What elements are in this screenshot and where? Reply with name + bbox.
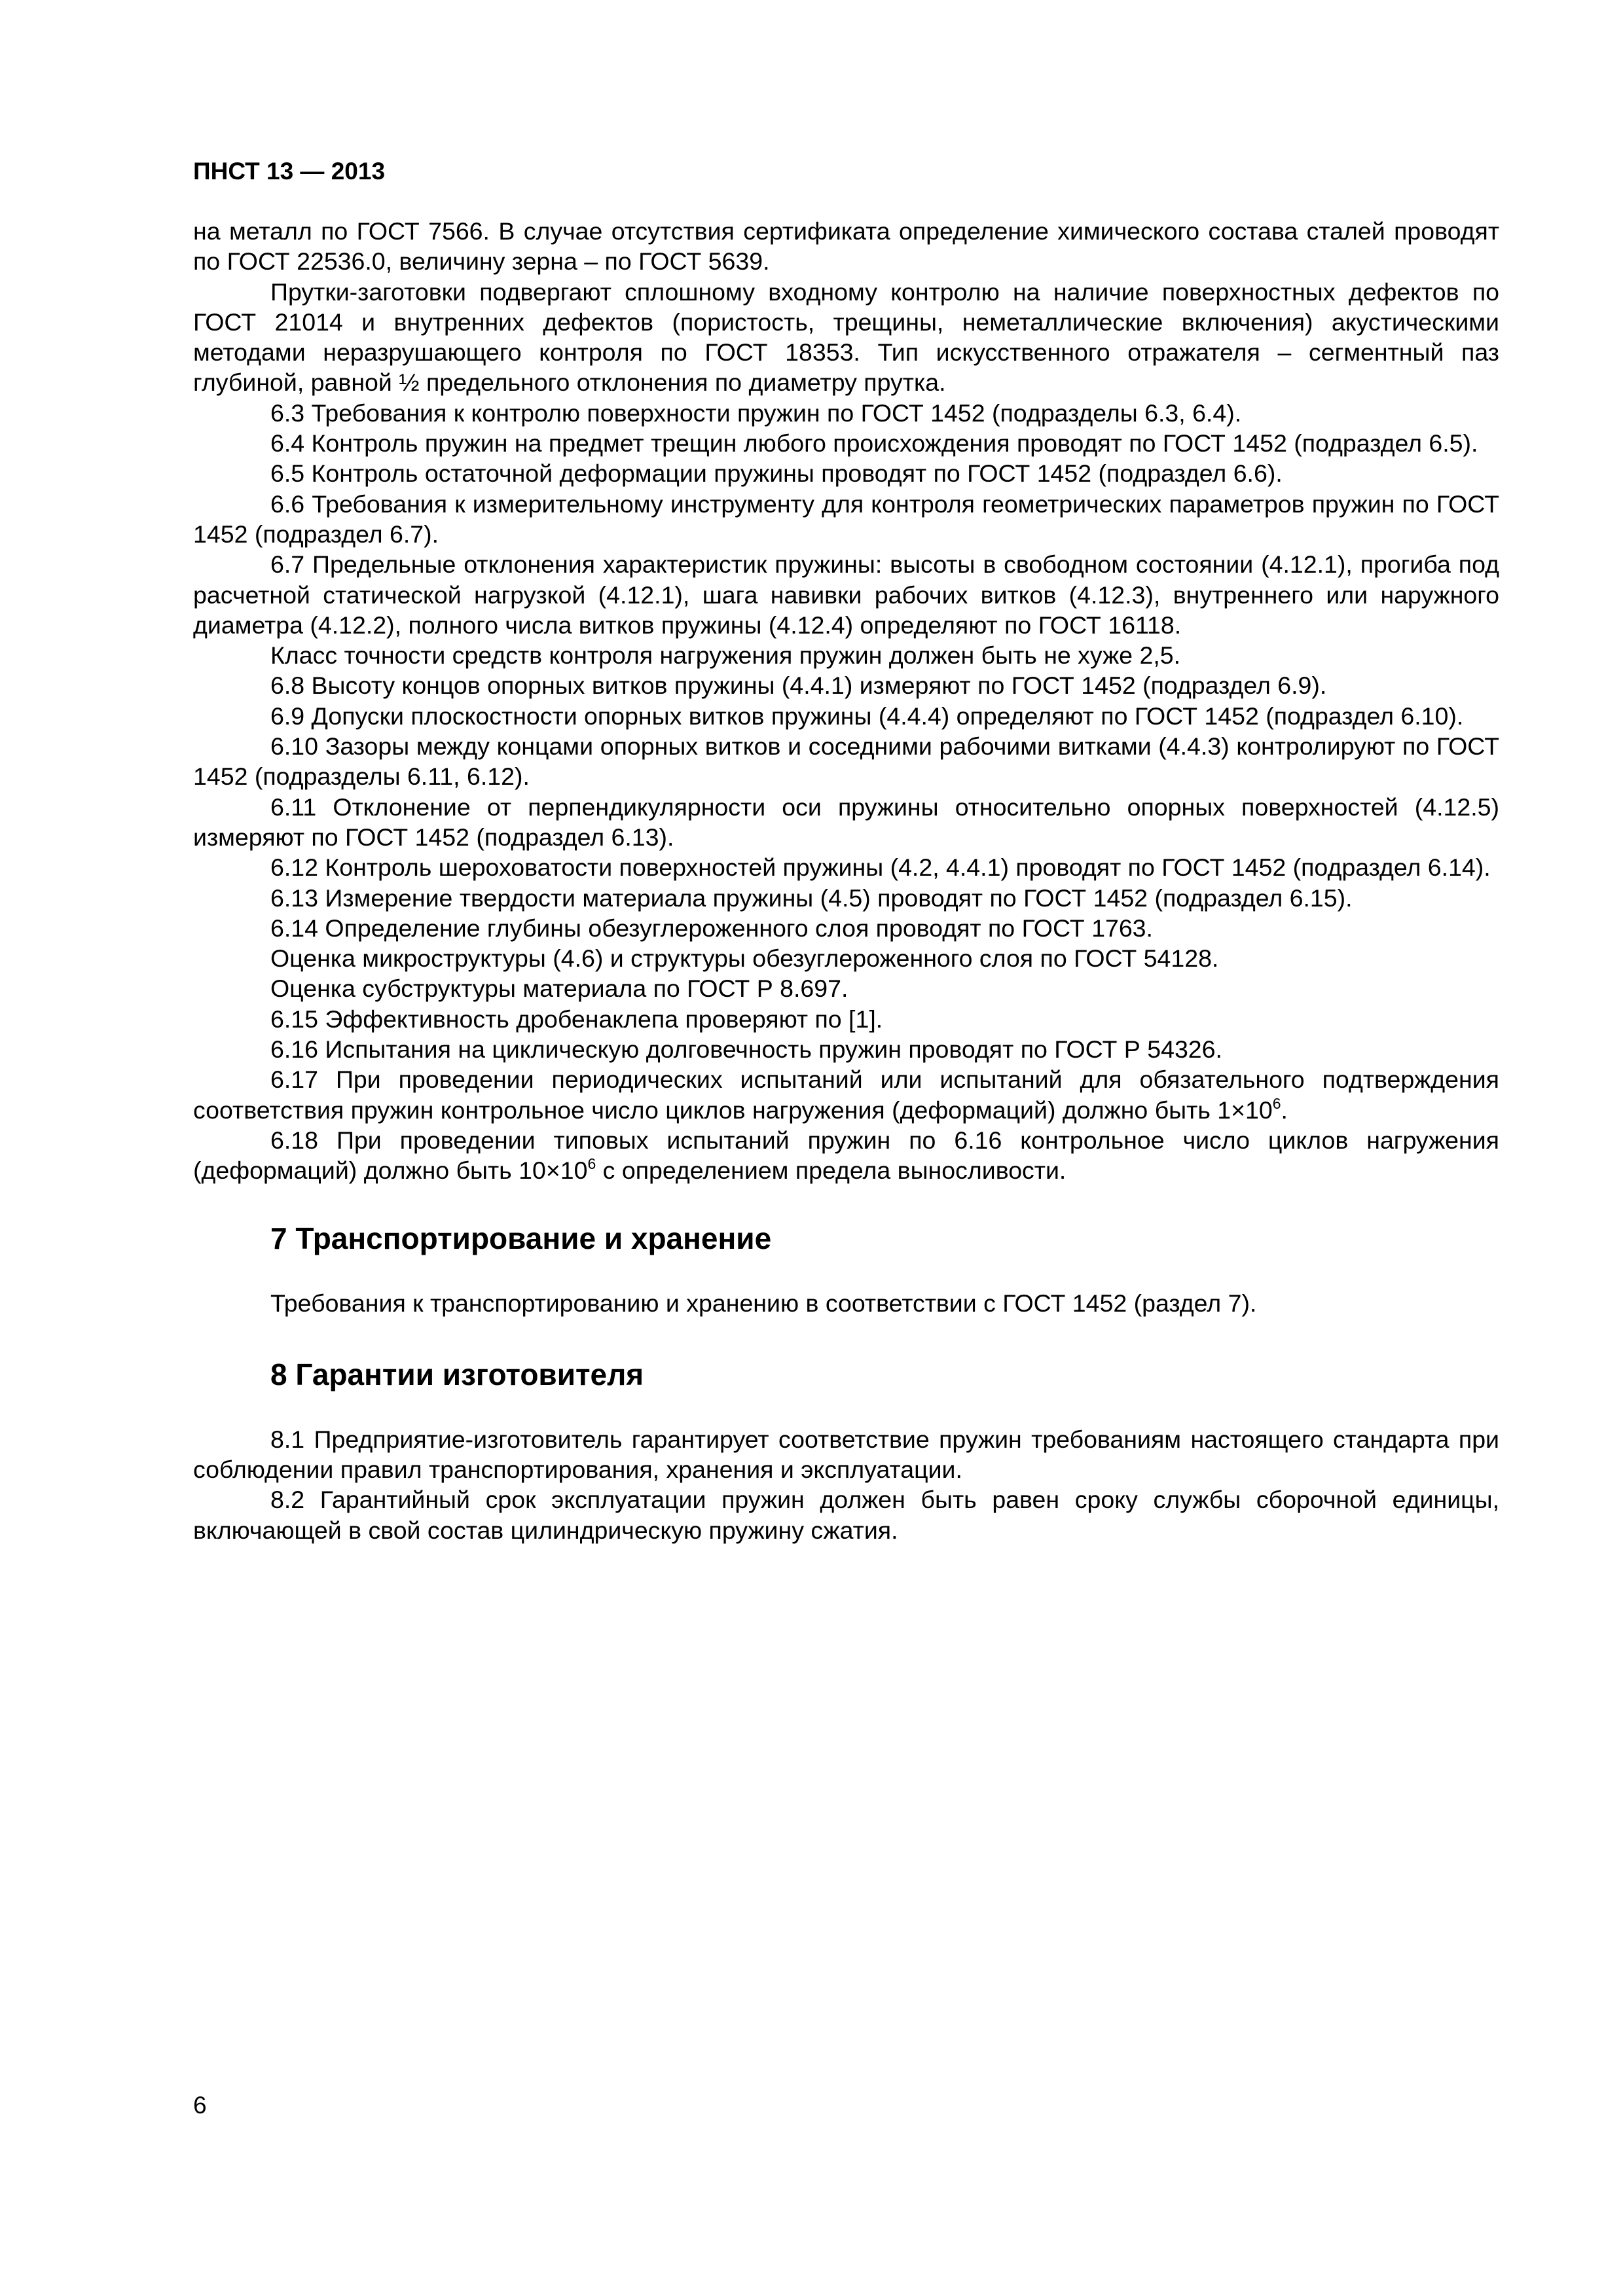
paragraph-6-18-exponent: 6 [587, 1155, 596, 1173]
paragraph-6-9: 6.9 Допуски плоскостности опорных витков пружины (4.4.4) определяют по ГОСТ 1452 (подраздел 6.10). [270, 702, 1464, 730]
paragraph-6-17 [193, 1064, 1499, 1125]
paragraph-6-11: 6.11 Отклонение от перпендикулярности оси пружины относительно опорных поверхностей (4.12.5) измеряют по ГОСТ 1452 (подраздел 6.13). [193, 793, 1499, 851]
paragraph-6-17-end: . [1281, 1096, 1288, 1124]
paragraph-6-15: 6.15 Эффективность дробенаклепа проверяют по [1]. [270, 1005, 883, 1033]
paragraph-6-6: 6.6 Требования к измерительному инструменту для контроля геометрических параметров пружин по ГОСТ 1452 (подраздел 6.7). [193, 490, 1499, 548]
paragraph-6-4: 6.4 Контроль пружин на предмет трещин любого происхождения проводят по ГОСТ 1452 (подраздел 6.5). [270, 429, 1478, 457]
paragraph-6-10: 6.10 Зазоры между концами опорных витков и соседними рабочими витками (4.4.3) контролируют по ГОСТ 1452 (подразделы 6.11, 6.12). [193, 732, 1499, 791]
document-id-header: ПНСТ 13 — 2013 [193, 158, 386, 185]
paragraph-6-5: 6.5 Контроль остаточной деформации пружины проводят по ГОСТ 1452 (подраздел 6.6). [270, 459, 1283, 488]
paragraph-continuation: на металл по ГОСТ 7566. В случае отсутствия сертификата определение химического состава сталей проводят по ГОСТ 22536.0, величину зерна – по ГОСТ 5639. [193, 217, 1499, 276]
section-7-text: Требования к транспортированию и хранению в соответствии с ГОСТ 1452 (раздел 7). [270, 1289, 1257, 1317]
paragraph-6-17-text: 6.17 При проведении периодических испытаний или испытаний для обязательного подтверждения соответствия пружин контрольное число циклов нагружения (деформаций) должно быть 1×10 [193, 1066, 1499, 1124]
paragraph-6-14-microstructure: Оценка микроструктуры (4.6) и структуры обезуглероженного слоя по ГОСТ 54128. [270, 944, 1219, 973]
paragraph-6-12: 6.12 Контроль шероховатости поверхностей пружины (4.2, 4.4.1) проводят по ГОСТ 1452 (подраздел 6.14). [270, 853, 1491, 882]
paragraph-6-13: 6.13 Измерение твердости материала пружины (4.5) проводят по ГОСТ 1452 (подраздел 6.15). [270, 884, 1353, 912]
paragraph-8-2: 8.2 Гарантийный срок эксплуатации пружин должен быть равен сроку службы сборочной единицы, включающей в свой состав цилиндрическую пружину сжатия. [193, 1486, 1499, 1544]
paragraph-bar-stock: Прутки-заготовки подвергают сплошному входному контролю на наличие поверхностных дефектов по ГОСТ 21014 и внутренних дефектов (пористость, трещины, неметаллические включения) акустическими методами неразрушающего контроля по ГОСТ 18353. Тип искусственного отражателя – сегментный паз глубиной, равной ½ предельного отклонения по диаметру прутка. [193, 278, 1499, 397]
section-7-heading: 7 Транспортирование и хранение [270, 1221, 772, 1255]
page-number: 6 [193, 2092, 207, 2119]
section-8-heading: 8 Гарантии изготовителя [270, 1357, 644, 1391]
paragraph-6-18-end: с определением предела выносливости. [596, 1157, 1067, 1185]
paragraph-8-1: 8.1 Предприятие-изготовитель гарантирует соответствие пружин требованиям настоящего стандарта при соблюдении правил транспортирования, хранения и эксплуатации. [193, 1425, 1499, 1484]
paragraph-6-14: 6.14 Определение глубины обезуглероженного слоя проводят по ГОСТ 1763. [270, 914, 1153, 942]
document-body [193, 216, 1499, 1545]
paragraph-6-18 [193, 1125, 1499, 1186]
paragraph-6-17-exponent: 6 [1272, 1094, 1281, 1112]
paragraph-6-7: 6.7 Предельные отклонения характеристик пружины: высоты в свободном состоянии (4.12.1), прогиба под расчетной статической нагрузкой (4.12.1), шага навивки рабочих витков (4.12.3), внутреннего или наружного диаметра (4.12.2), полного числа витков пружины (4.12.4) определяют по ГОСТ 16118. [193, 550, 1499, 639]
paragraph-6-7-accuracy: Класс точности средств контроля нагружения пружин должен быть не хуже 2,5. [270, 641, 1181, 670]
paragraph-6-8: 6.8 Высоту концов опорных витков пружины (4.4.1) измеряют по ГОСТ 1452 (подраздел 6.9). [270, 672, 1327, 700]
paragraph-6-18-text: 6.18 При проведении типовых испытаний пружин по 6.16 контрольное число циклов нагружения (деформаций) должно быть 10×10 [193, 1126, 1499, 1185]
paragraph-6-16: 6.16 Испытания на циклическую долговечность пружин проводят по ГОСТ Р 54326. [270, 1035, 1222, 1064]
paragraph-6-3: 6.3 Требования к контролю поверхности пружин по ГОСТ 1452 (подразделы 6.3, 6.4). [270, 399, 1242, 427]
paragraph-6-14-substructure: Оценка субструктуры материала по ГОСТ Р 8.697. [270, 975, 848, 1003]
